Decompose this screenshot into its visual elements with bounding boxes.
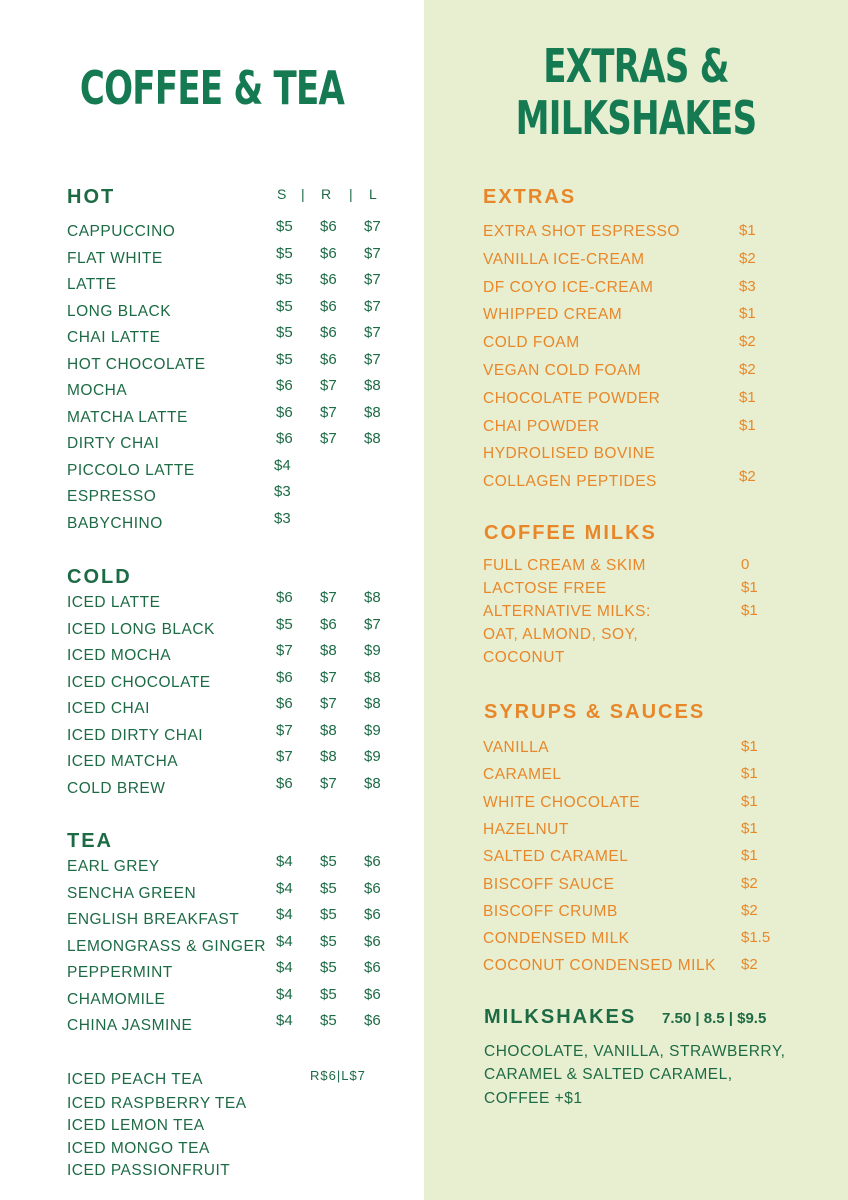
menu-item-price: $6 bbox=[364, 959, 381, 976]
menu-item-name: ICED MOCHA bbox=[67, 647, 172, 664]
menu-item-name: ICED CHAI bbox=[67, 700, 150, 717]
menu-item-price: $8 bbox=[364, 695, 381, 712]
menu-item-price: $6 bbox=[320, 218, 337, 235]
extra-item-price: $1 bbox=[741, 792, 758, 810]
menu-item-name: ENGLISH BREAKFAST bbox=[67, 911, 240, 928]
menu-item-name: FLAT WHITE bbox=[67, 249, 163, 267]
extras-heading: EXTRAS bbox=[483, 186, 577, 208]
menu-item-name: PEPPERMINT bbox=[67, 964, 173, 981]
menu-item-price: $7 bbox=[364, 271, 381, 288]
milkshake-flavours-line: COFFEE +$1 bbox=[484, 1090, 583, 1107]
extra-item-price: $1 bbox=[739, 388, 756, 406]
milkshakes-heading: MILKSHAKES bbox=[484, 1006, 637, 1028]
menu-item-price: $7 bbox=[364, 324, 381, 341]
menu-item-name: CHAMOMILE bbox=[67, 990, 166, 1008]
menu-item-price: $9 bbox=[364, 642, 381, 659]
extra-item-name: ALTERNATIVE MILKS: bbox=[483, 603, 651, 620]
menu-item-name: COLD BREW bbox=[67, 779, 166, 797]
menu-item-price: $5 bbox=[276, 297, 293, 315]
extra-item-price: $1 bbox=[741, 738, 758, 755]
menu-item-price: $5 bbox=[276, 350, 293, 368]
menu-item-price: $9 bbox=[364, 748, 381, 765]
menu-item-price: $8 bbox=[364, 403, 381, 421]
extra-item-name: HYDROLISED BOVINE bbox=[483, 445, 656, 463]
menu-item-price: $3 bbox=[274, 483, 291, 500]
extra-item-price: $2 bbox=[739, 361, 756, 378]
iced-tea-item: ICED MONGO TEA bbox=[67, 1140, 210, 1157]
menu-item-name: ICED MATCHA bbox=[67, 753, 179, 770]
menu-item-price: $4 bbox=[274, 456, 291, 474]
menu-item-price: $5 bbox=[320, 932, 337, 950]
menu-item-name: ESPRESSO bbox=[67, 488, 157, 505]
size-small: S bbox=[277, 186, 288, 202]
extra-item-name: HAZELNUT bbox=[483, 820, 569, 838]
extra-item-name: BISCOFF CRUMB bbox=[483, 902, 618, 920]
menu-item-price: $6 bbox=[276, 668, 293, 686]
extra-item-price: $1 bbox=[741, 847, 758, 865]
extra-item-name: OAT, ALMOND, SOY, bbox=[483, 626, 639, 643]
extra-item-name: BISCOFF SAUCE bbox=[483, 875, 615, 893]
extra-item-price: $2 bbox=[739, 249, 756, 267]
iced-tea-item: ICED PEACH TEA bbox=[67, 1071, 203, 1088]
menu-item-name: DIRTY CHAI bbox=[67, 435, 160, 452]
menu-item-price: $8 bbox=[364, 668, 381, 686]
menu-item-price: $7 bbox=[320, 377, 337, 394]
extra-item-price: $1 bbox=[741, 602, 758, 619]
syrups-heading: SYRUPS & SAUCES bbox=[484, 701, 706, 723]
extra-item-price: $2 bbox=[739, 333, 756, 351]
size-header bbox=[277, 186, 378, 202]
menu-item-name: EARL GREY bbox=[67, 858, 160, 875]
extra-item-price: $2 bbox=[739, 468, 756, 486]
menu-item-price: $6 bbox=[276, 589, 293, 606]
menu-item-price: $6 bbox=[320, 324, 337, 341]
menu-item-price: $7 bbox=[320, 403, 337, 421]
coffee-tea-title: COFFEE & TEA bbox=[79, 61, 345, 115]
iced-tea-price-note: R$6|L$7 bbox=[310, 1068, 366, 1083]
menu-item-price: $4 bbox=[276, 932, 293, 950]
menu-item-price: $7 bbox=[320, 695, 337, 712]
milkshake-flavours-line: CARAMEL & SALTED CARAMEL, bbox=[484, 1066, 733, 1083]
menu-item-price: $6 bbox=[364, 853, 381, 870]
tea-heading: TEA bbox=[67, 830, 113, 852]
menu-item-price: $6 bbox=[364, 906, 381, 923]
menu-item-price: $5 bbox=[320, 959, 337, 976]
extra-item-price: $1 bbox=[739, 416, 756, 434]
menu-item-price: $4 bbox=[276, 853, 293, 870]
menu-item-price: $5 bbox=[320, 879, 337, 897]
menu-item-price: $8 bbox=[364, 774, 381, 792]
extra-item-name: EXTRA SHOT ESPRESSO bbox=[483, 223, 680, 240]
hot-heading: HOT bbox=[67, 186, 116, 208]
menu-item-price: $6 bbox=[364, 932, 381, 950]
extra-item-name: COCONUT bbox=[483, 649, 565, 666]
extra-item-name: VANILLA ICE-CREAM bbox=[483, 250, 645, 268]
menu-item-price: $5 bbox=[276, 324, 293, 341]
milkshakes-price: 7.50 | 8.5 | $9.5 bbox=[662, 1010, 767, 1027]
size-large: L bbox=[369, 186, 378, 202]
extra-item-price: $3 bbox=[739, 277, 756, 295]
menu-item-price: $7 bbox=[276, 748, 293, 765]
milkshake-flavours-line: CHOCOLATE, VANILLA, STRAWBERRY, bbox=[484, 1043, 786, 1060]
menu-item-name: CHAI LATTE bbox=[67, 329, 161, 346]
menu-item-price: $6 bbox=[320, 271, 337, 288]
extra-item-price: $1.5 bbox=[741, 929, 771, 947]
menu-item-price: $7 bbox=[364, 350, 381, 368]
extra-item-name: CARAMEL bbox=[483, 766, 562, 784]
menu-item-price: $3 bbox=[274, 509, 291, 527]
menu-item-price: $7 bbox=[320, 774, 337, 792]
menu-item-name: MATCHA LATTE bbox=[67, 408, 188, 426]
extra-item-price: $2 bbox=[741, 901, 758, 919]
menu-item-price: $5 bbox=[276, 244, 293, 262]
menu-item-price: $6 bbox=[276, 430, 293, 447]
menu-item-price: $5 bbox=[320, 1012, 337, 1029]
size-divider: | bbox=[349, 186, 354, 202]
menu-item-price: $8 bbox=[364, 377, 381, 394]
menu-item-name: ICED DIRTY CHAI bbox=[67, 726, 204, 744]
extra-item-price: $1 bbox=[741, 579, 758, 596]
menu-item-name: HOT CHOCOLATE bbox=[67, 355, 206, 373]
size-divider: | bbox=[301, 186, 306, 202]
menu-item-price: $6 bbox=[320, 350, 337, 368]
extra-item-name: COCONUT CONDENSED MILK bbox=[483, 957, 716, 975]
menu-item-price: $6 bbox=[276, 774, 293, 792]
extra-item-price: $1 bbox=[739, 222, 756, 239]
extra-item-name: WHITE CHOCOLATE bbox=[483, 793, 641, 811]
menu-item-price: $5 bbox=[276, 218, 293, 235]
menu-item-price: $6 bbox=[276, 403, 293, 421]
menu-item-price: $8 bbox=[320, 721, 337, 739]
menu-item-price: $7 bbox=[364, 218, 381, 235]
menu-item-price: $6 bbox=[320, 297, 337, 315]
menu-item-name: LATTE bbox=[67, 276, 117, 293]
menu-item-price: $4 bbox=[276, 906, 293, 923]
menu-item-name: LONG BLACK bbox=[67, 302, 172, 320]
iced-tea-item: ICED PASSIONFRUIT bbox=[67, 1162, 231, 1179]
extra-item-name: WHIPPED CREAM bbox=[483, 306, 623, 324]
menu-item-price: $6 bbox=[276, 377, 293, 394]
extra-item-name: CHAI POWDER bbox=[483, 417, 600, 435]
menu-item-price: $7 bbox=[320, 430, 337, 447]
extra-item-name: CHOCOLATE POWDER bbox=[483, 389, 661, 407]
menu-item-price: $6 bbox=[364, 985, 381, 1003]
menu-item-name: ICED CHOCOLATE bbox=[67, 673, 211, 691]
extra-item-price: $1 bbox=[739, 305, 756, 323]
size-regular: R bbox=[321, 186, 333, 202]
menu-item-price: $5 bbox=[276, 271, 293, 288]
menu-item-price: $5 bbox=[320, 906, 337, 923]
extra-item-name: DF COYO ICE-CREAM bbox=[483, 278, 654, 296]
extra-item-name: CONDENSED MILK bbox=[483, 930, 630, 948]
extra-item-name: SALTED CARAMEL bbox=[483, 848, 629, 866]
menu-item-price: $8 bbox=[364, 430, 381, 447]
menu-item-price: $7 bbox=[364, 297, 381, 315]
menu-item-name: CAPPUCCINO bbox=[67, 223, 176, 240]
menu-item-price: $6 bbox=[320, 244, 337, 262]
cold-heading: COLD bbox=[67, 566, 132, 588]
menu-item-name: ICED LONG BLACK bbox=[67, 620, 215, 638]
extra-item-name: LACTOSE FREE bbox=[483, 580, 607, 597]
menu-item-price: $4 bbox=[276, 879, 293, 897]
extra-item-name: COLLAGEN PEPTIDES bbox=[483, 473, 657, 491]
menu-item-name: SENCHA GREEN bbox=[67, 884, 197, 902]
menu-item-name: BABYCHINO bbox=[67, 514, 163, 532]
iced-tea-item: ICED LEMON TEA bbox=[67, 1117, 205, 1134]
menu-item-price: $6 bbox=[364, 879, 381, 897]
menu-item-name: CHINA JASMINE bbox=[67, 1017, 193, 1034]
menu-item-price: $5 bbox=[320, 985, 337, 1003]
menu-item-price: $4 bbox=[276, 985, 293, 1003]
menu-item-name: MOCHA bbox=[67, 382, 128, 399]
extra-item-name: FULL CREAM & SKIM bbox=[483, 557, 646, 574]
extra-item-name: VANILLA bbox=[483, 739, 550, 756]
extra-item-price: $2 bbox=[741, 874, 758, 892]
menu-item-price: $7 bbox=[276, 642, 293, 659]
menu-item-price: $6 bbox=[364, 1012, 381, 1029]
extra-item-price: 0 bbox=[741, 556, 750, 573]
menu-item-price: $5 bbox=[276, 615, 293, 633]
extra-item-price: $1 bbox=[741, 765, 758, 783]
menu-item-price: $5 bbox=[320, 853, 337, 870]
menu-item-name: ICED LATTE bbox=[67, 594, 161, 611]
menu-item-price: $7 bbox=[276, 721, 293, 739]
iced-tea-item: ICED RASPBERRY TEA bbox=[67, 1095, 247, 1112]
menu-item-price: $6 bbox=[320, 615, 337, 633]
menu-item-name: PICCOLO LATTE bbox=[67, 461, 195, 479]
menu-item-name: LEMONGRASS & GINGER bbox=[67, 937, 266, 955]
menu-item-price: $8 bbox=[320, 748, 337, 765]
menu-item-price: $4 bbox=[276, 959, 293, 976]
menu-item-price: $6 bbox=[276, 695, 293, 712]
coffee-milks-heading: COFFEE MILKS bbox=[484, 522, 657, 544]
extra-item-name: COLD FOAM bbox=[483, 334, 580, 352]
extra-item-price: $2 bbox=[741, 956, 758, 974]
extras-title-line1: EXTRAS & bbox=[543, 39, 729, 93]
extras-title-line2: MILKSHAKES bbox=[515, 91, 757, 145]
menu-item-price: $7 bbox=[320, 668, 337, 686]
extra-item-price: $1 bbox=[741, 819, 758, 837]
menu-item-price: $7 bbox=[320, 589, 337, 606]
menu-item-price: $7 bbox=[364, 615, 381, 633]
menu-item-price: $4 bbox=[276, 1012, 293, 1029]
menu-item-price: $9 bbox=[364, 721, 381, 739]
menu-item-price: $7 bbox=[364, 244, 381, 262]
menu-item-price: $8 bbox=[364, 589, 381, 606]
extra-item-name: VEGAN COLD FOAM bbox=[483, 362, 642, 379]
menu-item-price: $8 bbox=[320, 642, 337, 659]
